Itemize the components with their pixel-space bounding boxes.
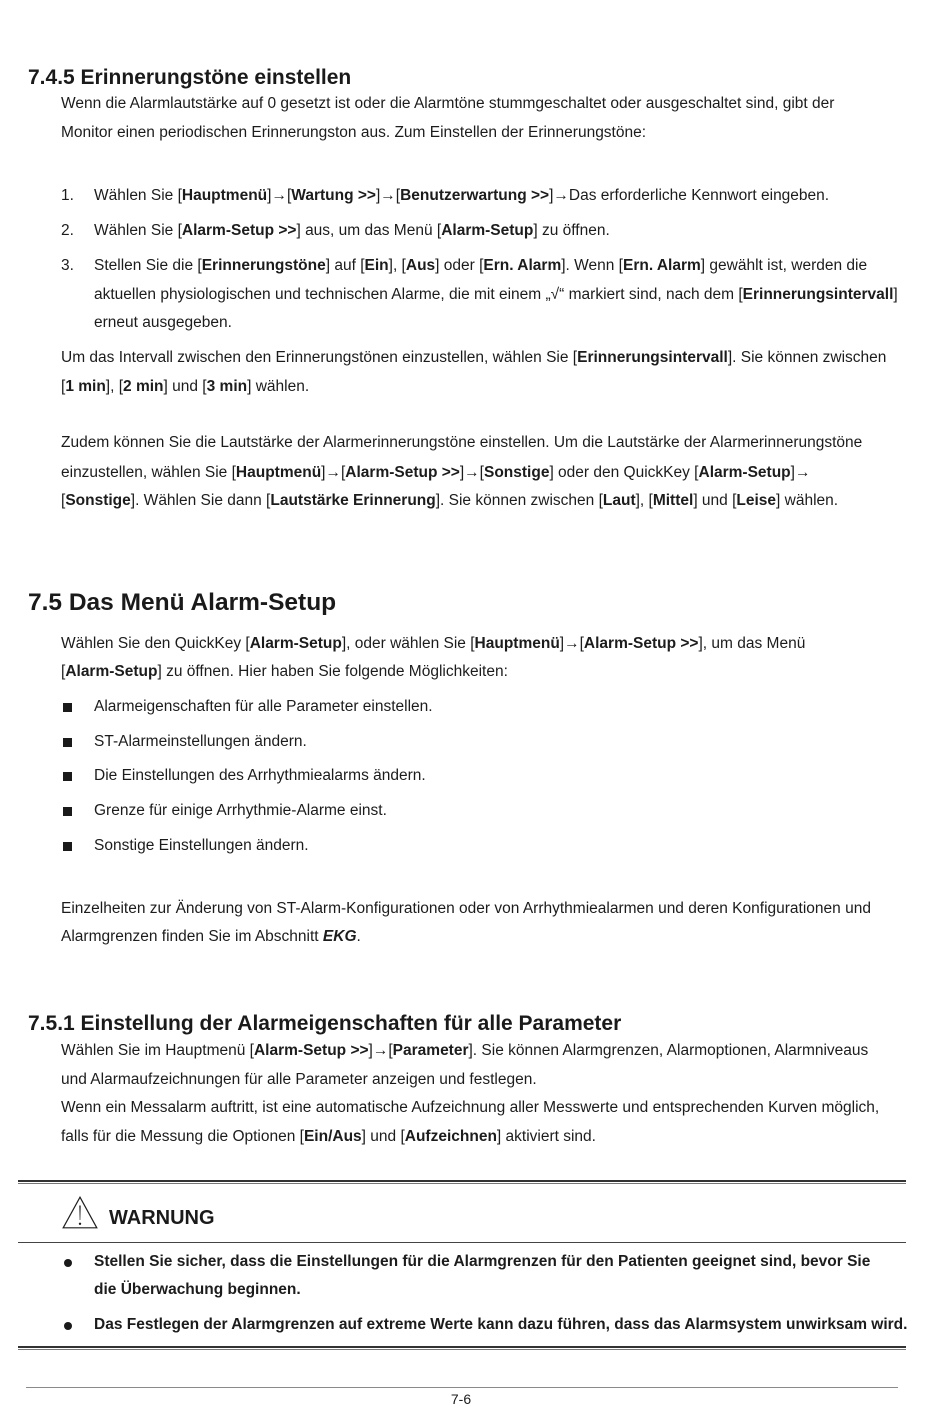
step-text-line xyxy=(94,256,867,276)
body-paragraph-line xyxy=(61,1127,596,1147)
text-run: Zudem können Sie die Lautstärke der Alarmerinnerungstöne einstellen. Um die Lautstärke der Alarmerinnerungstöne xyxy=(61,434,863,451)
intro-line: Monitor einen periodischen Erinnerungston aus. Zum Einstellen der Erinnerungstöne: xyxy=(61,124,647,141)
text-run: ]→Das erforderliche Kennwort eingeben. xyxy=(549,187,830,204)
text-run: [ xyxy=(61,663,66,680)
bold-italic-term: EKG xyxy=(322,928,357,945)
bold-term: Ern. Alarm xyxy=(622,257,701,274)
text-run: Alarmgrenzen finden Sie im Abschnitt xyxy=(61,928,323,945)
bold-term: Alarm-Setup >> xyxy=(345,464,460,481)
text-run: ] oder [ xyxy=(435,257,484,274)
text-run: ] oder den QuickKey [ xyxy=(549,464,699,481)
text-run: Wählen Sie im Hauptmenü [ xyxy=(61,1042,254,1059)
warning-item-line: die Überwachung beginnen. xyxy=(94,1281,301,1298)
bold-term: Erinnerungsintervall xyxy=(577,349,728,366)
text-run: . xyxy=(356,928,361,945)
option-list-item: ST-Alarmeinstellungen ändern. xyxy=(94,733,307,750)
text-run: erneut ausgegeben. xyxy=(94,314,232,331)
warning-title: WARNUNG xyxy=(109,1207,215,1229)
text-run: ]. Wählen Sie dann [ xyxy=(130,492,271,509)
round-bullet-icon xyxy=(64,1259,72,1267)
step-number: 3. xyxy=(61,257,74,274)
text-run: ] aus, um das Menü [ xyxy=(296,222,442,239)
text-run: ] auf [ xyxy=(325,257,365,274)
bold-term: Ein/Aus xyxy=(303,1128,362,1145)
text-run: ] zu öffnen. Hier haben Sie folgende Möglichkeiten: xyxy=(157,663,508,680)
bold-term: 3 min xyxy=(206,378,248,395)
interval-paragraph-line xyxy=(61,377,309,397)
intro-line xyxy=(61,634,805,654)
option-list-item: Grenze für einige Arrhythmie-Alarme einst. xyxy=(94,802,387,819)
text-run: Stellen Sie die [ xyxy=(94,257,202,274)
text-run: ], [ xyxy=(635,492,653,509)
volume-paragraph-line xyxy=(61,463,810,483)
square-bullet-icon xyxy=(63,807,72,816)
section-heading-7-4-5: 7.4.5 Erinnerungstöne einstellen xyxy=(28,66,352,89)
option-list-item: Alarmeigenschaften für alle Parameter einstellen. xyxy=(94,698,433,715)
page-number: 7-6 xyxy=(450,1391,472,1407)
square-bullet-icon xyxy=(63,738,72,747)
option-list-item: Die Einstellungen des Arrhythmiealarms ändern. xyxy=(94,767,426,784)
bold-term: Alarm-Setup >> xyxy=(181,222,297,239)
text-run: ]→[ xyxy=(559,635,584,652)
text-run: Um das Intervall zwischen den Erinnerungstönen einzustellen, wählen Sie [ xyxy=(61,349,578,366)
bold-term: 2 min xyxy=(123,378,164,395)
text-run: ]. Sie können zwischen xyxy=(727,349,887,366)
text-run: ], [ xyxy=(388,257,406,274)
text-run: ] zu öffnen. xyxy=(533,222,610,239)
warning-top-rule xyxy=(18,1180,906,1184)
text-run: und Alarmaufzeichnungen für alle Parameter anzeigen und festlegen. xyxy=(61,1071,537,1088)
bold-term: Wartung >> xyxy=(291,187,376,204)
warning-bottom-rule xyxy=(18,1346,906,1350)
text-run: ]→[ xyxy=(368,1042,393,1059)
text-run: ] aktiviert sind. xyxy=(496,1128,596,1145)
bold-term: Hauptmenü xyxy=(474,635,560,652)
bold-term: Erinnerungsintervall xyxy=(742,286,894,303)
body-paragraph-line xyxy=(61,1070,537,1090)
interval-paragraph-line xyxy=(61,348,886,368)
bold-term: Sonstige xyxy=(65,492,131,509)
bold-term: Mittel xyxy=(652,492,694,509)
text-run: Wählen Sie [ xyxy=(94,187,182,204)
text-run: ] gewählt ist, werden die xyxy=(700,257,868,274)
warning-header-divider xyxy=(18,1242,906,1243)
text-run: ], [ xyxy=(105,378,124,395)
text-run: Wenn ein Messalarm auftritt, ist eine automatische Aufzeichnung aller Messwerte und entsprechenden Kurven möglich, xyxy=(61,1099,880,1116)
step-text-line xyxy=(94,313,232,333)
bold-term: Laut xyxy=(602,492,636,509)
text-run: ]→[ xyxy=(321,464,346,481)
text-run: ] und [ xyxy=(693,492,737,509)
text-run: ]→[ xyxy=(375,187,401,204)
bold-term: Aus xyxy=(405,257,436,274)
bold-term: Lautstärke Erinnerung xyxy=(270,492,436,509)
square-bullet-icon xyxy=(63,703,72,712)
text-run: ]. Wenn [ xyxy=(561,257,623,274)
bold-term: Alarm-Setup xyxy=(65,663,158,680)
text-run: aktuellen physiologischen und technischen Alarme, die mit einem „√“ markiert sind, nach dem [ xyxy=(94,286,743,303)
volume-paragraph-line xyxy=(61,491,838,511)
step-text-line xyxy=(94,221,610,241)
bold-term: Alarm-Setup xyxy=(249,635,342,652)
footer-rule xyxy=(26,1387,898,1388)
step-number: 2. xyxy=(61,222,74,239)
intro-line xyxy=(61,662,508,682)
text-run: Einzelheiten zur Änderung von ST-Alarm-Konfigurationen oder von Arrhythmiealarmen und deren Konfigurationen und xyxy=(61,900,871,917)
section-heading-7-5: 7.5 Das Menü Alarm-Setup xyxy=(28,589,337,616)
bold-term: Alarm-Setup >> xyxy=(253,1042,369,1059)
details-paragraph-line xyxy=(61,899,871,919)
text-run: [ xyxy=(61,378,66,395)
warning-item-line: Das Festlegen der Alarmgrenzen auf extreme Werte kann dazu führen, dass das Alarmsystem unwirksam wird. xyxy=(94,1316,908,1333)
bold-term: Alarm-Setup >> xyxy=(583,635,699,652)
bold-term: Alarm-Setup xyxy=(698,464,791,481)
text-run: ] und [ xyxy=(163,378,207,395)
square-bullet-icon xyxy=(63,772,72,781)
bold-term: Benutzerwartung >> xyxy=(400,187,550,204)
text-run: falls für die Messung die Optionen [ xyxy=(61,1128,304,1145)
bold-term: Aufzeichnen xyxy=(404,1128,497,1145)
details-paragraph-line xyxy=(61,927,361,947)
text-run: ] und [ xyxy=(361,1128,405,1145)
intro-line: Wenn die Alarmlautstärke auf 0 gesetzt ist oder die Alarmtöne stummgeschaltet oder ausgeschaltet sind, gibt der xyxy=(61,95,835,112)
bold-term: Alarm-Setup xyxy=(441,222,534,239)
square-bullet-icon xyxy=(63,842,72,851)
text-run: ] wählen. xyxy=(776,492,839,509)
bold-term: Erinnerungstöne xyxy=(201,257,326,274)
text-run: Wählen Sie [ xyxy=(94,222,182,239)
text-run: ]→[ xyxy=(459,464,484,481)
bold-term: Parameter xyxy=(392,1042,469,1059)
text-run: ]→[ xyxy=(267,187,292,204)
text-run: [ xyxy=(61,492,66,509)
bold-term: Ern. Alarm xyxy=(483,257,562,274)
body-paragraph-line xyxy=(61,1041,868,1061)
body-paragraph-line xyxy=(61,1098,879,1118)
text-run: ]→ xyxy=(790,464,811,481)
section-heading-7-5-1: 7.5.1 Einstellung der Alarmeigenschaften für alle Parameter xyxy=(28,1012,622,1035)
text-run: einzustellen, wählen Sie [ xyxy=(61,464,236,481)
bold-term: Ein xyxy=(364,257,389,274)
text-run: Wählen Sie den QuickKey [ xyxy=(61,635,250,652)
step-number: 1. xyxy=(61,187,74,204)
text-run: ] wählen. xyxy=(247,378,310,395)
bold-term: Hauptmenü xyxy=(181,187,268,204)
bold-term: Leise xyxy=(736,492,777,509)
text-run: ], oder wählen Sie [ xyxy=(341,635,475,652)
round-bullet-icon xyxy=(64,1322,72,1330)
text-run: ]. Sie können zwischen [ xyxy=(435,492,603,509)
step-text-line xyxy=(94,186,829,206)
step-text-line xyxy=(94,285,898,305)
text-run: ]. Sie können Alarmgrenzen, Alarmoptionen, Alarmniveaus xyxy=(468,1042,869,1059)
bold-term: Sonstige xyxy=(483,464,550,481)
text-run: ] xyxy=(893,286,898,303)
option-list-item: Sonstige Einstellungen ändern. xyxy=(94,837,309,854)
volume-paragraph-line xyxy=(61,433,862,453)
text-run: ], um das Menü xyxy=(698,635,806,652)
bold-term: 1 min xyxy=(65,378,106,395)
bold-term: Hauptmenü xyxy=(235,464,322,481)
warning-item-line: Stellen Sie sicher, dass die Einstellungen für die Alarmgrenzen für den Patienten geeignet sind, bevor Sie xyxy=(94,1253,871,1270)
warning-triangle-icon xyxy=(62,1196,98,1229)
